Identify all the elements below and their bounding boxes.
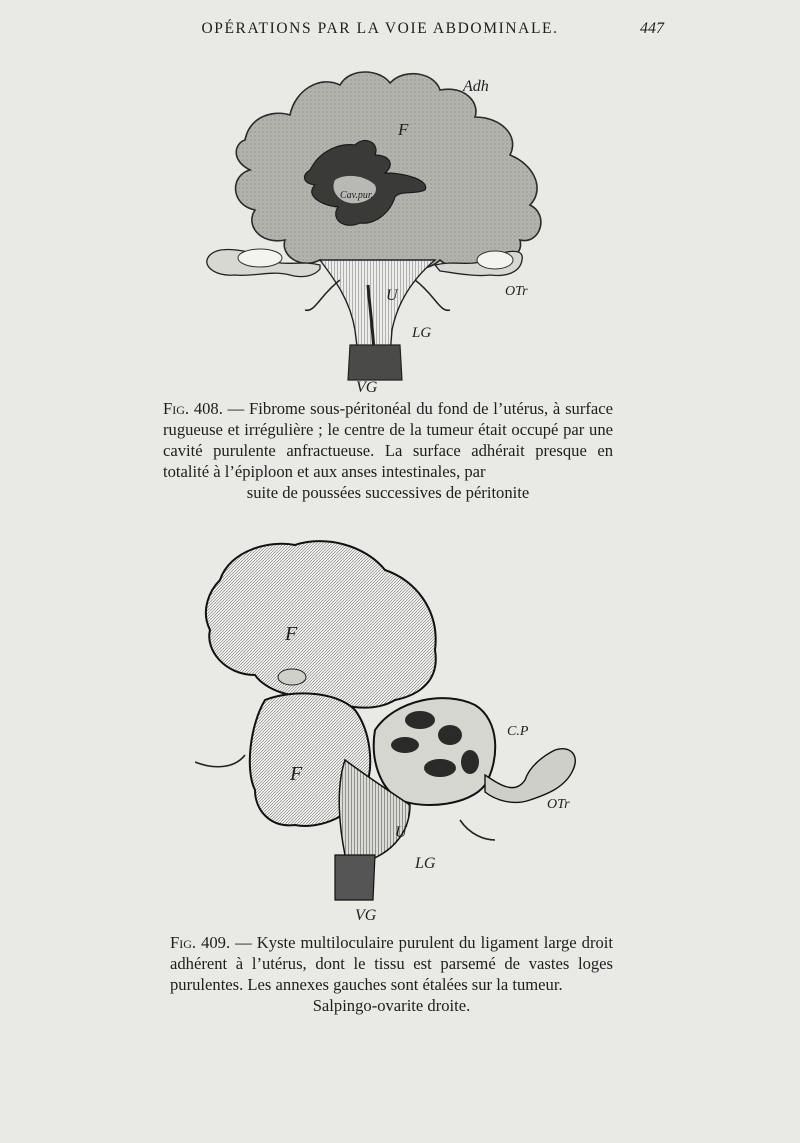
fibroid-upper [206, 541, 436, 707]
figure-408-caption-text: — Fibrome sous-péritonéal du fond de l’utérus, à surface rugueuse et irrégulière ; le centre de la tumeur était occupé par une cavité purulente anfractueuse. La surface adhérait presque en totalité à l’épiploon et aux anses intestinales, par [163, 399, 613, 481]
label-f-bottom: F [290, 763, 303, 785]
running-header: OPÉRATIONS PAR LA VOIE ABDOMINALE. [201, 20, 559, 37]
figure-408-caption-last-line: suite de poussées successives de péritonite [246, 483, 530, 502]
vagina [335, 855, 375, 900]
label-cav-pur: Cav.pur. [340, 190, 374, 201]
label-otr: OTr [505, 284, 528, 299]
nodule [278, 669, 306, 685]
label-lg: LG [415, 855, 436, 872]
figure-409-illustration [195, 530, 590, 925]
label-cp: C.P [507, 724, 529, 739]
figure-409-caption [170, 932, 613, 1016]
label-u: U [395, 824, 407, 841]
figure-409-caption-text: — Kyste multiloculaire purulent du ligament large droit adhérent à l’utérus, dont le tissu est parsemé de vastes loges purulentes. Les annexes gauches sont étalées sur la tumeur. [170, 933, 613, 994]
figure-409-number: Fig. 409. [170, 933, 231, 952]
label-f-top: F [285, 623, 298, 645]
label-adh: Adh [463, 78, 489, 95]
figure-408-caption [163, 398, 613, 503]
figure-409-caption-last-line: Salpingo-ovarite droite. [312, 996, 471, 1015]
figure-408-illustration [190, 55, 580, 400]
label-otr: OTr [547, 797, 570, 812]
label-lg: LG [412, 325, 432, 341]
label-f: F [398, 120, 409, 139]
label-u: U [386, 287, 398, 304]
label-vg: VG [355, 907, 377, 924]
page-number: 447 [640, 20, 664, 37]
figure-408-number: Fig. 408. [163, 399, 223, 418]
vagina [348, 345, 402, 380]
multilocular-cyst [374, 698, 496, 805]
right-tube [485, 749, 575, 803]
label-vg: VG [356, 379, 378, 396]
